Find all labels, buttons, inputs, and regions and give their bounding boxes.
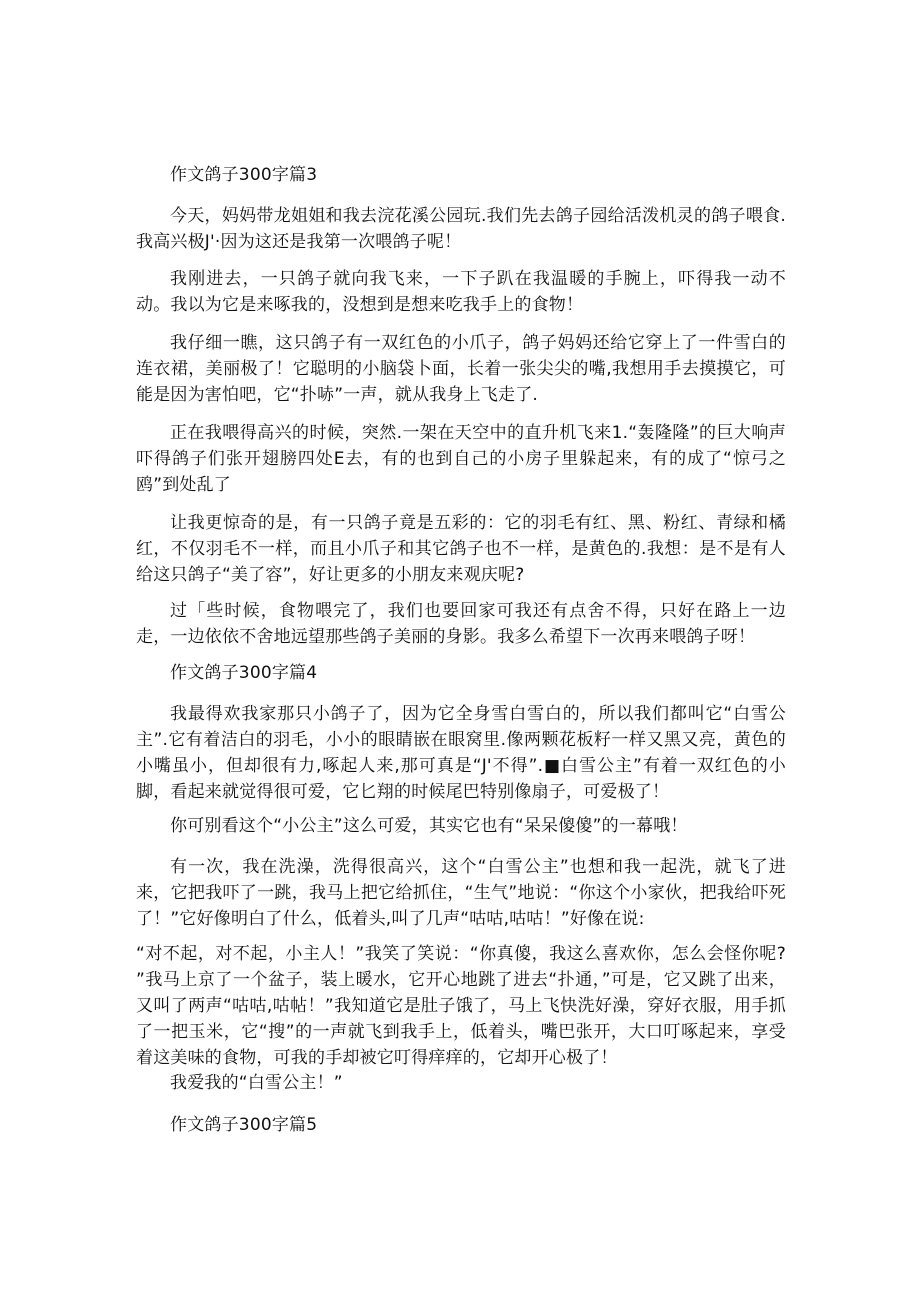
- paragraph: 正在我喂得高兴的时候，突然.一架在天空中的直升机飞来1.“轰隆隆”的巨大响声吓得鸽子们张开翅膀四处E去，有的也到自己的小房子里躲起来，有的成了“惊弓之鸥”到处乱了: [136, 423, 786, 495]
- section-heading-4: 作文鸽子300字篇4: [170, 663, 318, 683]
- paragraph: 过「些时候，食物喂完了，我们也要回家可我还有点舍不得，只好在路上一边走，一边依依不舍地远望那些鸽子美丽的身影。我多么希望下一次再来喂鸽子呀！: [136, 601, 786, 647]
- paragraph: 你可别看这个“小公主”这么可爱，其实它也有“呆呆傻傻”的一幕哦！: [170, 816, 688, 836]
- paragraph-closing: 我爱我的“白雪公主！”: [170, 1073, 343, 1093]
- paragraph: 让我更惊奇的是，有一只鸽子竟是五彩的：它的羽毛有红、黑、粉红、青绿和橘红，不仅羽毛不一样，而且小爪子和其它鸽子也不一样，是黄色的.我想：是不是有人给这只鸽子“美了容”，好让更多的小朋友来观庆呢?: [136, 513, 786, 585]
- paragraph: 我刚进去，一只鸽子就向我飞来，一下子趴在我温暖的手腕上，吓得我一动不动。我以为它是来啄我的，没想到是想来吃我手上的食物！: [136, 269, 786, 315]
- paragraph: 有一次，我在洗澡，洗得很高兴，这个“白雪公主”也想和我一起洗，就飞了进来，它把我吓了一跳，我马上把它给抓住，“生气”地说：“你这个小家伙，把我给吓死了！”它好像明白了什么，低着头,叫了几声“咕咕,咕咕！”好像在说:: [136, 857, 786, 929]
- section-heading-3: 作文鸽子300字篇3: [170, 165, 318, 185]
- paragraph: “对不起，对不起，小主人！”我笑了笑说：“你真傻，我这么喜欢你，怎么会怪你呢? ”我马上京了一个盆子，装上暖水，它开心地跳了进去“扑通，”可是，它又跳了出来，又叫了两声“咕咕,咕帖！”我知道它是肚子饿了，马上飞快洗好澡，穿好衣服，用手抓了一把玉米，它“搜”的一声就飞到我手上，低着头，嘴巴张开，大口叮啄起来，享受着这美味的食物，可我的手却被它叮得痒痒的，它却开心极了！: [136, 944, 786, 1068]
- paragraph: 我仔细一瞧，这只鸽子有一双红色的小爪子，鸽子妈妈还给它穿上了一件雪白的连衣裙，美丽极了！它聪明的小脑袋卜面，长着一张尖尖的嘴,我想用手去摸摸它，可能是因为害怕吧，它“扑哧”一声，就从我身上飞走了.: [136, 333, 786, 405]
- section-heading-5: 作文鸽子300字篇5: [170, 1115, 318, 1135]
- paragraph: 我最得欢我家那只小鸽子了，因为它全身雪白雪白的，所以我们都叫它“白雪公主”.它有着洁白的羽毛，小小的眼睛嵌在眼窝里.像两颗花板籽一样又黑又亮，黄色的小嘴虽小，但却很有力,啄起人来,那可真是“J'不得”.■白雪公主”有着一双红色的小脚，看起来就觉得很可爱，它匕翔的时候尾巴特别像扇子，可爱极了！: [136, 704, 786, 802]
- paragraph: 今天，妈妈带龙姐姐和我去浣花溪公园玩.我们先去鸽子园给活泼机灵的鸽子喂食.我高兴极J'·因为这还是我第一次喂鸽子呢！: [136, 206, 786, 252]
